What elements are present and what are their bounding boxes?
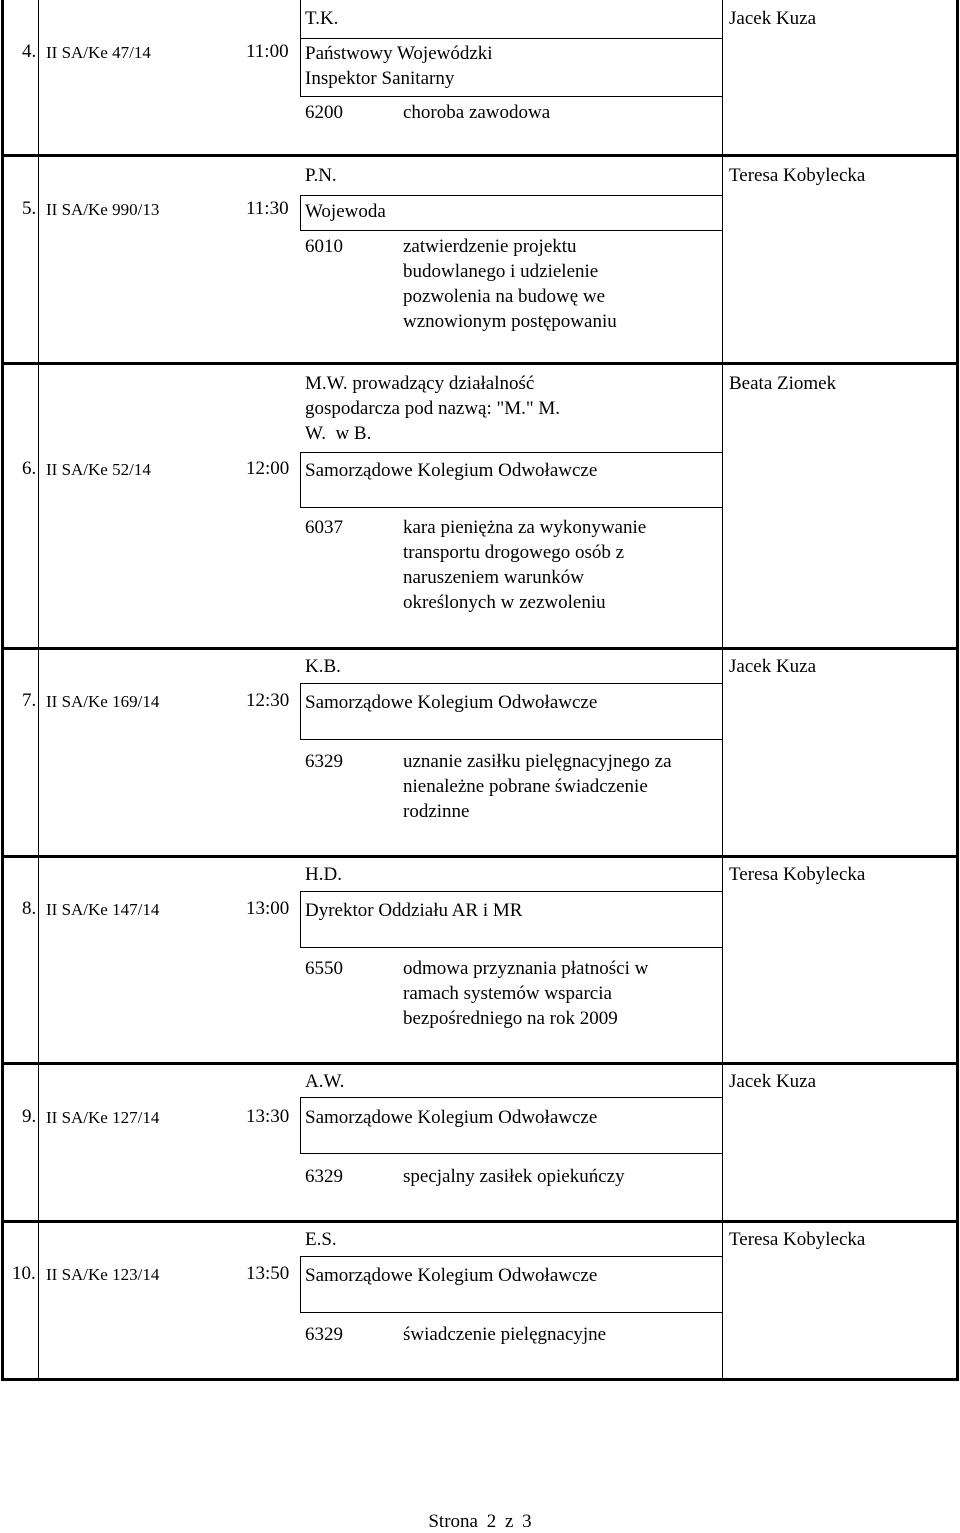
entry-number: 7. <box>22 690 37 711</box>
case-subject: zatwierdzenie projektu <box>403 236 577 257</box>
row-separator <box>1 647 959 650</box>
authority-name: Samorządowe Kolegium Odwoławcze <box>305 1265 598 1286</box>
case-subject: uznanie zasiłku pielęgnacyjnego za <box>403 751 672 772</box>
party-cell-border <box>300 683 301 740</box>
judge-name: Teresa Kobylecka <box>729 165 866 186</box>
case-code: 6010 <box>305 236 343 257</box>
party-name: T.K. <box>305 8 339 29</box>
authority-name: Państwowy Wojewódzki <box>305 43 493 64</box>
case-subject: świadczenie pielęgnacyjne <box>403 1324 607 1345</box>
party-cell-border <box>300 507 722 508</box>
party-cell-border <box>300 452 301 508</box>
entry-number: 10. <box>12 1263 36 1284</box>
case-subject: bezpośredniego na rok 2009 <box>403 1008 618 1029</box>
party-name: M.W. prowadzący działalność <box>305 373 535 394</box>
case-subject: nienależne pobrane świadczenie <box>403 776 648 797</box>
party-cell-border <box>300 1153 722 1154</box>
case-number: II SA/Ke 52/14 <box>46 460 151 479</box>
case-number: II SA/Ke 127/14 <box>46 1108 160 1127</box>
case-subject: wznowionym postępowaniu <box>403 311 617 332</box>
footer-label: Strona <box>428 1511 478 1532</box>
party-cell-border <box>300 1256 301 1313</box>
party-cell-border <box>300 0 301 97</box>
case-subject: pozwolenia na budowę we <box>403 286 606 307</box>
party-name: E.S. <box>305 1229 337 1250</box>
num-col-border <box>38 0 39 1381</box>
hearing-time: 12:00 <box>246 458 290 479</box>
party-name: K.B. <box>305 656 341 677</box>
party-cell-border <box>300 947 722 948</box>
case-number: II SA/Ke 169/14 <box>46 692 160 711</box>
party-name: P.N. <box>305 165 337 186</box>
hearing-time: 13:50 <box>246 1263 290 1284</box>
entry-number: 8. <box>22 898 37 919</box>
case-subject: określonych w zezwoleniu <box>403 592 606 613</box>
authority-name: Inspektor Sanitarny <box>305 68 455 89</box>
row-separator <box>1 1220 959 1223</box>
page-footer <box>0 1511 960 1533</box>
row-separator <box>1 154 959 157</box>
party-cell-border <box>300 683 722 684</box>
case-code: 6200 <box>305 102 343 123</box>
party-cell-border <box>300 739 722 740</box>
hearing-time: 13:00 <box>246 898 290 919</box>
party-cell-border <box>300 96 722 97</box>
row-separator <box>1 1062 959 1065</box>
footer-of: z <box>504 1511 514 1532</box>
party-cell-border <box>300 891 722 892</box>
hearing-time: 11:00 <box>246 41 289 62</box>
party-name: W. w B. <box>305 423 372 444</box>
party-cell-border <box>300 452 722 453</box>
judge-name: Jacek Kuza <box>729 1071 817 1092</box>
party-name: gospodarcza pod nazwą: "M." M. <box>305 398 561 419</box>
hearing-time: 12:30 <box>246 690 290 711</box>
entry-number: 4. <box>22 41 37 62</box>
hearing-time: 11:30 <box>246 198 289 219</box>
case-subject: naruszeniem warunków <box>403 567 584 588</box>
party-cell-border <box>300 195 722 196</box>
party-cell-border <box>300 230 722 231</box>
case-number: II SA/Ke 47/14 <box>46 43 151 62</box>
footer-page-number: 2 <box>486 1511 497 1532</box>
row-separator <box>1 362 959 365</box>
table-left-border <box>1 0 4 1381</box>
row-separator <box>1 855 959 858</box>
table-bottom-border <box>1 1378 959 1381</box>
party-name: H.D. <box>305 864 342 885</box>
case-subject: rodzinne <box>403 801 470 822</box>
judge-col-border <box>722 0 723 1381</box>
table-right-border <box>956 0 959 1381</box>
case-subject: specjalny zasiłek opiekuńczy <box>403 1166 625 1187</box>
judge-name: Jacek Kuza <box>729 8 817 29</box>
entry-number: 5. <box>22 198 37 219</box>
case-subject: budowlanego i udzielenie <box>403 261 599 282</box>
case-subject: odmowa przyznania płatności w <box>403 958 649 979</box>
authority-name: Samorządowe Kolegium Odwoławcze <box>305 460 598 481</box>
hearing-time: 13:30 <box>246 1106 290 1127</box>
case-subject: transportu drogowego osób z <box>403 542 625 563</box>
party-cell-border <box>300 891 301 948</box>
entry-number: 9. <box>22 1106 37 1127</box>
authority-name: Samorządowe Kolegium Odwoławcze <box>305 1107 598 1128</box>
case-code: 6329 <box>305 751 343 772</box>
case-subject: ramach systemów wsparcia <box>403 983 612 1004</box>
party-cell-border <box>300 1097 301 1154</box>
party-name: A.W. <box>305 1071 345 1092</box>
case-code: 6550 <box>305 958 343 979</box>
case-code: 6329 <box>305 1324 343 1345</box>
case-number: II SA/Ke 147/14 <box>46 900 160 919</box>
case-code: 6329 <box>305 1166 343 1187</box>
party-cell-border <box>300 195 301 231</box>
case-number: II SA/Ke 990/13 <box>46 200 160 219</box>
party-cell-border <box>300 1312 722 1313</box>
party-cell-border <box>300 1256 722 1257</box>
judge-name: Teresa Kobylecka <box>729 864 866 885</box>
case-number: II SA/Ke 123/14 <box>46 1265 160 1284</box>
authority-name: Wojewoda <box>305 201 386 222</box>
case-code: 6037 <box>305 517 343 538</box>
judge-name: Teresa Kobylecka <box>729 1229 866 1250</box>
party-cell-border <box>300 1097 722 1098</box>
case-subject: kara pieniężna za wykonywanie <box>403 517 647 538</box>
footer-total-pages: 3 <box>522 1511 532 1532</box>
judge-name: Jacek Kuza <box>729 656 817 677</box>
case-subject: choroba zawodowa <box>403 102 551 123</box>
authority-name: Samorządowe Kolegium Odwoławcze <box>305 692 598 713</box>
authority-name: Dyrektor Oddziału AR i MR <box>305 900 523 921</box>
judge-name: Beata Ziomek <box>729 373 837 394</box>
entry-number: 6. <box>22 458 37 479</box>
party-cell-border <box>300 38 722 39</box>
